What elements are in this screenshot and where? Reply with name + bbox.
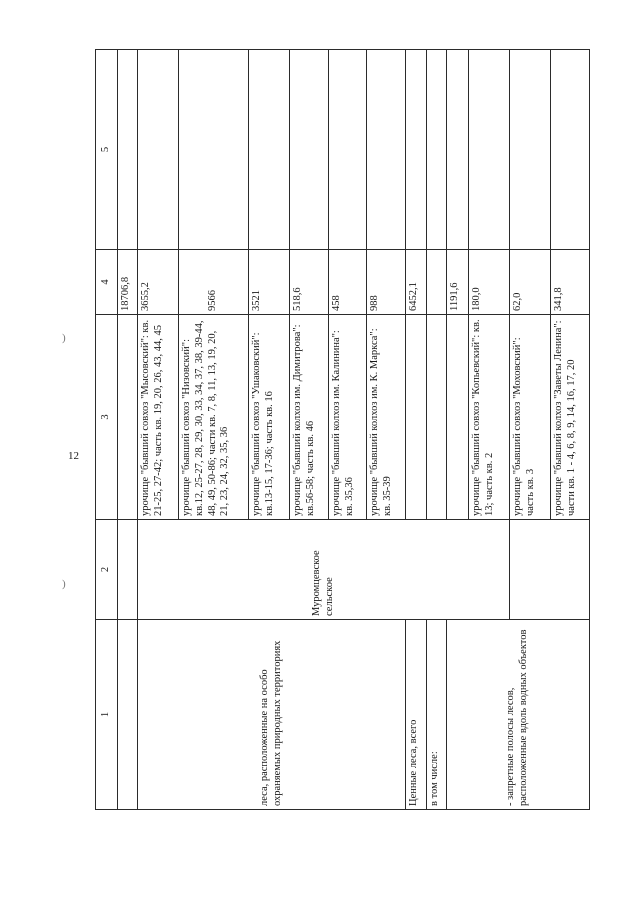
scan-mark-left: ) bbox=[62, 578, 66, 590]
cell-empty bbox=[117, 620, 137, 810]
protective-strips-label: - запретные полосы лесов, расположенные вдоль водных объектов bbox=[446, 620, 589, 810]
tract-description: урочище "бывший колхоз им. К. Маркса": кв. 35-39 bbox=[367, 315, 406, 520]
tract-description: урочище "бывший совхоз "Копьевский": кв. 13; часть кв. 2 bbox=[469, 315, 510, 520]
tract-description: урочище "бывший колхоз "Заветы Ленина": части кв. 1 - 4, 6, 8, 9, 14, 16, 17, 20 bbox=[551, 315, 590, 520]
protective-strips-total: 1191,6 bbox=[446, 250, 469, 315]
cell-empty bbox=[446, 315, 469, 520]
tract-area: 9566 bbox=[178, 250, 248, 315]
cell-empty bbox=[178, 50, 248, 250]
cell-empty bbox=[426, 50, 446, 250]
cell-empty bbox=[510, 50, 551, 250]
table-row bbox=[406, 50, 426, 810]
table-row bbox=[117, 50, 137, 810]
tract-description: урочище "бывший колхоз им. Димитрова": кв.56-58; часть кв. 46 bbox=[290, 315, 329, 520]
settlement-empty bbox=[510, 520, 590, 620]
valuable-forests-total: 6452,1 bbox=[406, 250, 426, 315]
valuable-forests-label: Ценные леса, всего bbox=[406, 620, 426, 810]
tract-description: урочище "бывший совхоз "Мысовский": кв. 21-25, 27-42; часть кв. 19, 20, 26, 43, 44, 45 bbox=[138, 315, 179, 520]
tract-description: урочище "бывший колхоз им. Калинина": кв. 35,36 bbox=[328, 315, 367, 520]
tract-description: урочище "бывший совхоз "Низовский": кв.12, 25-27, 28, 29, 30, 33, 34, 37, 38, 39-44, 48, 49, 50-86; части кв. 7, 8, 11, 13, 19, 20, 21, 23, 24, 32, 35, 36 bbox=[178, 315, 248, 520]
cell-empty bbox=[249, 50, 290, 250]
tract-area: 62,0 bbox=[510, 250, 551, 315]
tract-area: 180,0 bbox=[469, 250, 510, 315]
tract-area: 518,6 bbox=[290, 250, 329, 315]
settlement-name: Муромцевское сельское bbox=[138, 520, 510, 620]
including-label: в том числе: bbox=[426, 620, 446, 810]
header-col-3: 3 bbox=[96, 315, 118, 520]
protected-areas-label: леса, расположенные на особо охраняемых природных территориях bbox=[138, 620, 406, 810]
table-row bbox=[426, 50, 446, 810]
header-col-1: 1 bbox=[96, 620, 118, 810]
cell-empty bbox=[406, 50, 426, 250]
tract-area: 3521 bbox=[249, 250, 290, 315]
cell-empty bbox=[138, 50, 179, 250]
scan-mark-right: ) bbox=[62, 332, 66, 344]
page-number: 12 bbox=[68, 450, 79, 462]
cell-empty bbox=[117, 50, 137, 250]
cell-empty bbox=[367, 50, 406, 250]
rotated-table-wrapper bbox=[95, 50, 590, 810]
forest-table bbox=[95, 49, 590, 810]
cell-empty bbox=[290, 50, 329, 250]
cell-empty bbox=[117, 520, 137, 620]
header-col-2: 2 bbox=[96, 520, 118, 620]
tract-description: урочище "бывший совхоз "Моховский": часть кв. 3 bbox=[510, 315, 551, 520]
cell-empty bbox=[469, 50, 510, 250]
tract-area: 458 bbox=[328, 250, 367, 315]
header-row bbox=[96, 50, 118, 810]
cell-empty bbox=[426, 315, 446, 520]
cell-empty bbox=[446, 50, 469, 250]
cell-empty bbox=[117, 315, 137, 520]
cell-empty bbox=[551, 50, 590, 250]
tract-area: 3655,2 bbox=[138, 250, 179, 315]
cell-empty bbox=[406, 315, 426, 520]
top-total-area: 18706,8 bbox=[117, 250, 137, 315]
cell-empty bbox=[328, 50, 367, 250]
tract-description: урочище "бывший совхоз "Ушаковский": кв.13-15, 17-36; часть кв. 16 bbox=[249, 315, 290, 520]
header-col-4: 4 bbox=[96, 250, 118, 315]
cell-empty bbox=[426, 250, 446, 315]
table-row bbox=[138, 50, 179, 810]
table-row bbox=[446, 50, 469, 810]
tract-area: 341,8 bbox=[551, 250, 590, 315]
header-col-5: 5 bbox=[96, 50, 118, 250]
tract-area: 988 bbox=[367, 250, 406, 315]
